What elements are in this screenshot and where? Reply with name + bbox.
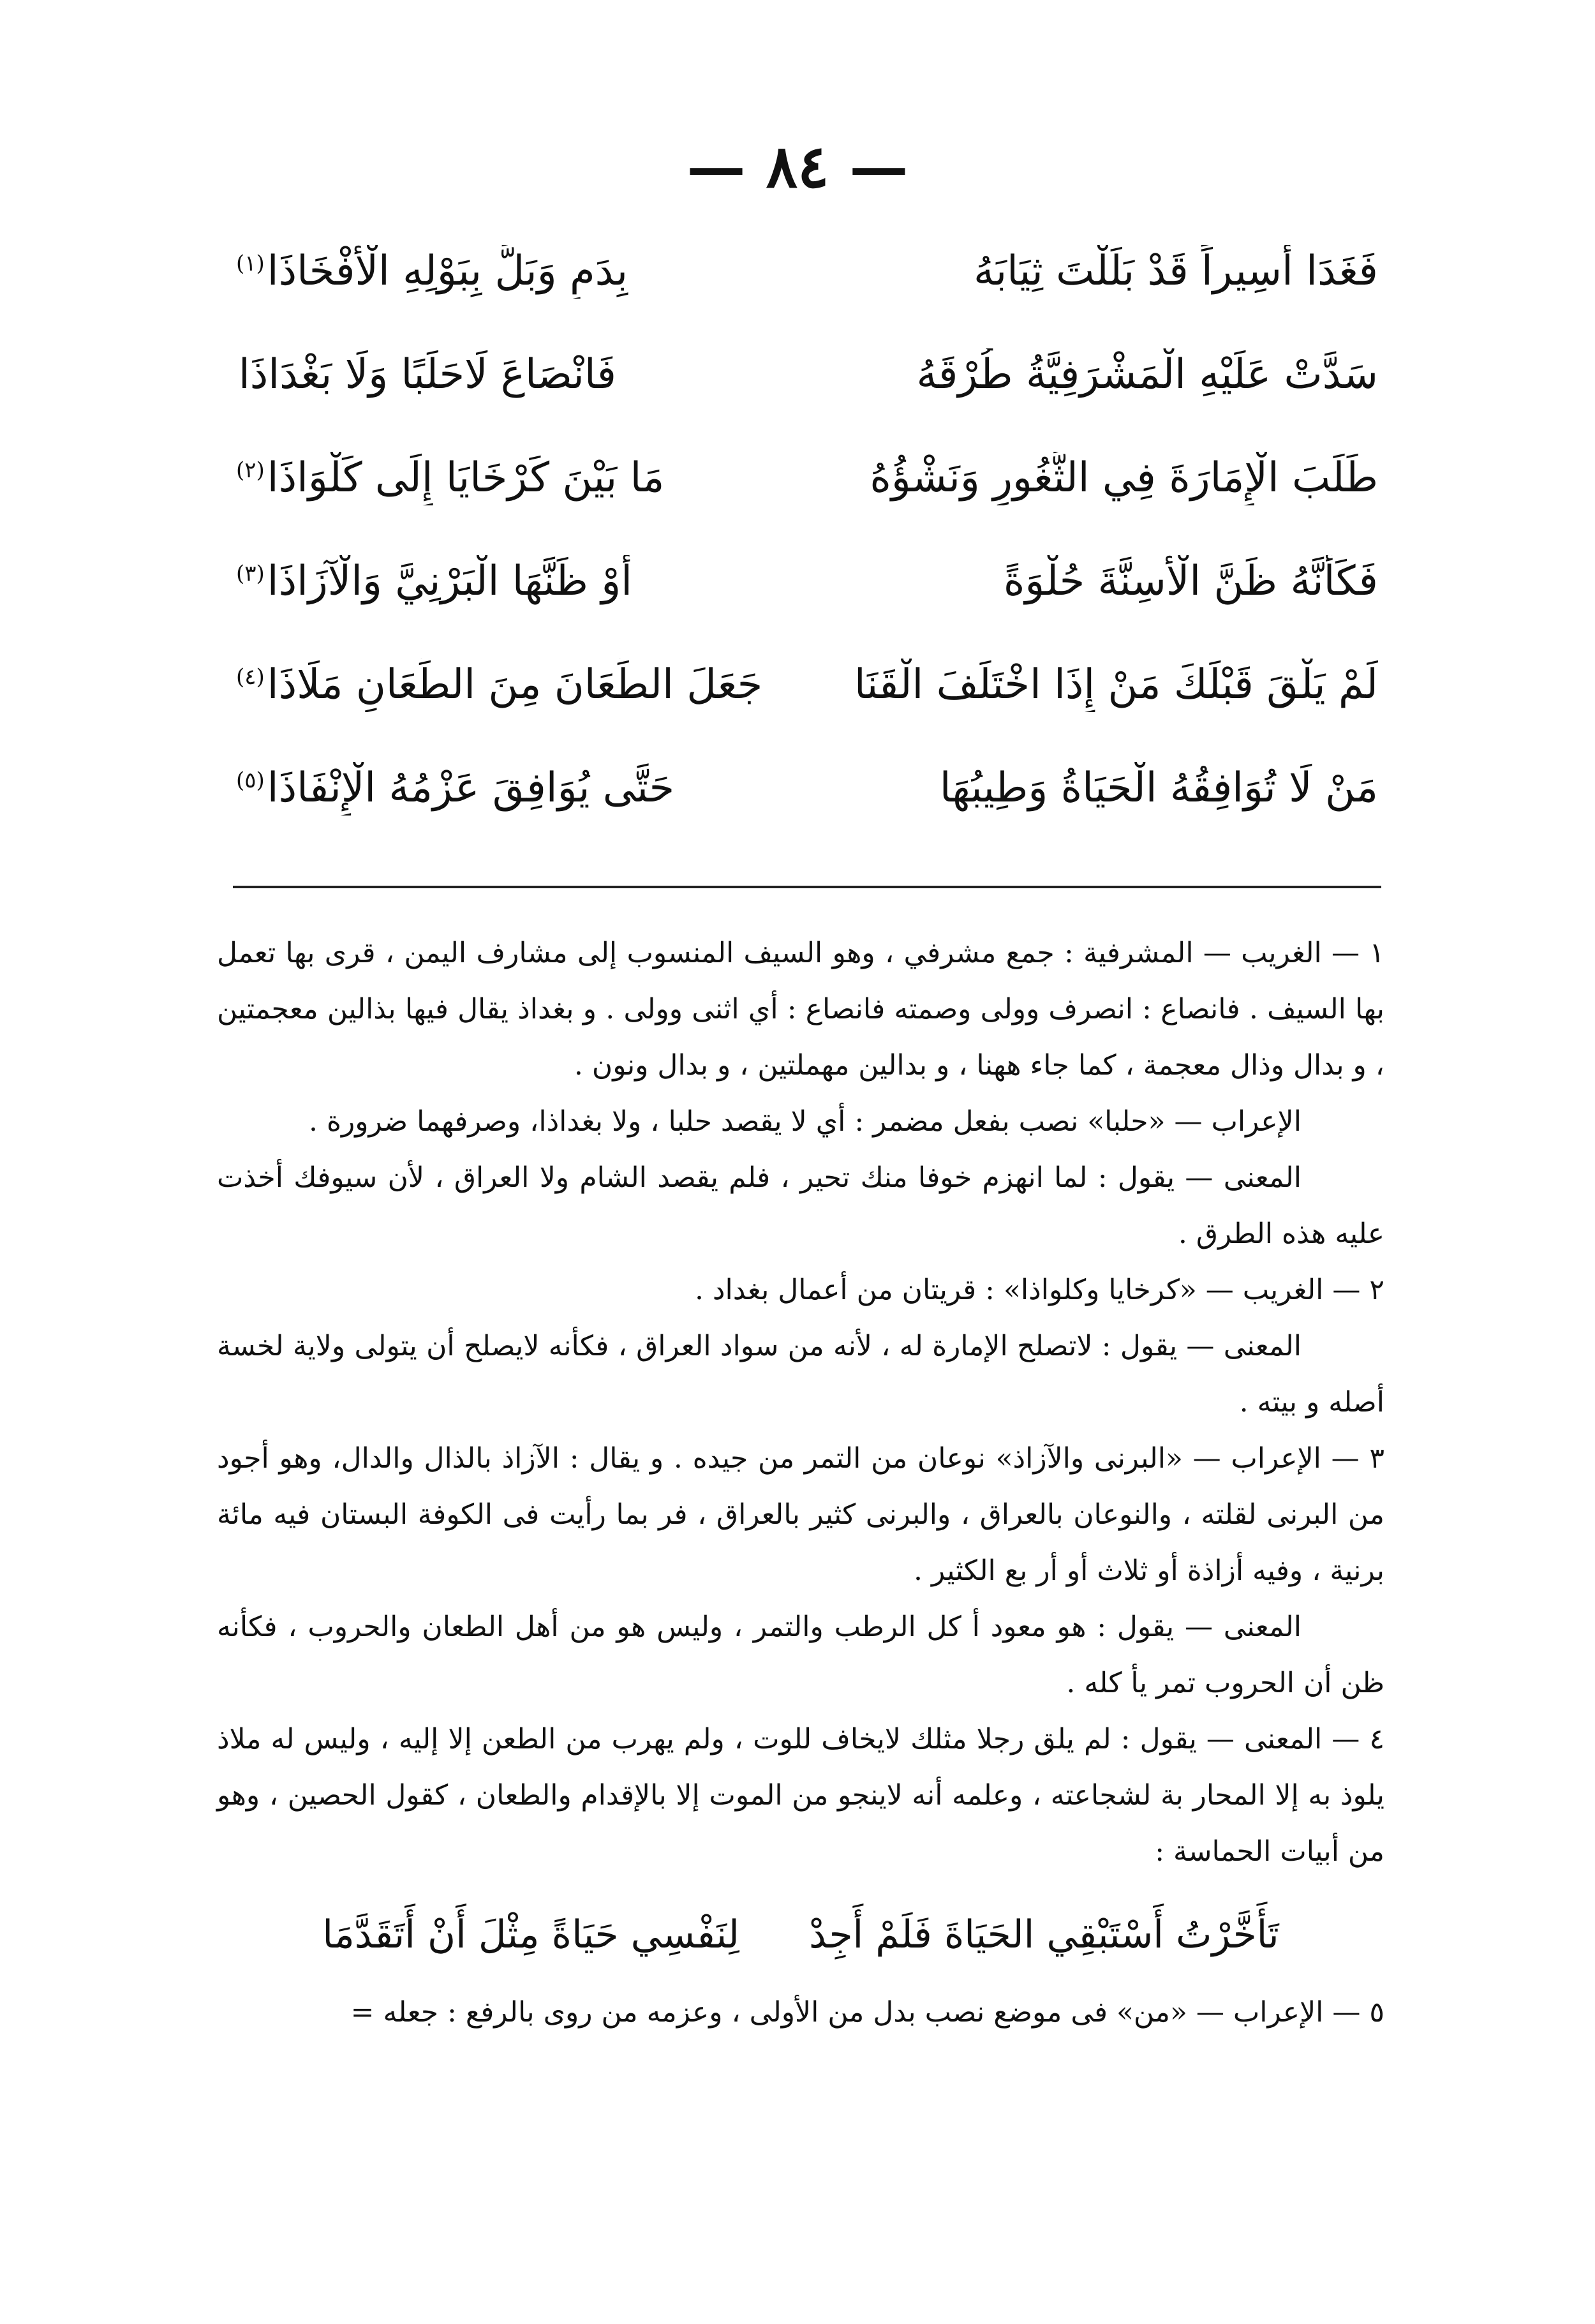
poem-verses (236, 220, 1378, 840)
verse-line (236, 220, 1378, 324)
footnote-paragraph: المعنى — يقول : لما انهزم خوفا منك تحير ، فلم يقصد الشام ولا العراق ، لأن سيوفك أخذت عليه هذه الطرق . (217, 1161, 1384, 1250)
verse-line (236, 324, 1378, 427)
footnote-marker: (٥) (236, 768, 265, 794)
verse-second-hemistich (236, 659, 772, 711)
verse-second-text: حَتَّى يُوَافِقَ عَزْمُهُ الْإِنْفَاذَا (267, 764, 675, 812)
verse-second-hemistich (236, 452, 772, 505)
verse-second-text: بِدَمٍ وَبَلَّ بِبَوْلِهِ الْأَفْخَاذَا (267, 248, 628, 295)
verse-first-hemistich: طَلَبَ الْإِمَارَةَ فِي الثُّغُورِ وَنَشْؤُهُ (870, 454, 1378, 502)
footnote-paragraph: المعنى — يقول : لاتصلح الإمارة له ، لأنه من سواد العراق ، فكأنه لايصلح أن يتولى ولاية لخسة أصله و بيته . (217, 1330, 1384, 1419)
verse-first-hemistich: فَكَأَنَّهُ ظَنَّ الْأَسِنَّةَ حُلْوَةً (1003, 558, 1378, 606)
verse-line (236, 737, 1378, 840)
footnote-marker: (١) (236, 251, 265, 277)
verse-second-text: مَا بَيْنَ كَرْخَايَا إِلَى كَلْوَاذَا (267, 454, 665, 502)
footnote-paragraph-last: ٥ — الإعراب — «من» فى موضع نصب بدل من الأولى ، وعزمه من روى بالرفع : جعله = (350, 1996, 1384, 2029)
verse-line (236, 634, 1378, 737)
footnotes (217, 925, 1384, 2041)
verse-first-hemistich: مَنْ لَا تُوَافِقُهُ الْحَيَاةُ وَطِيبُهَا (939, 764, 1378, 812)
verse-second-hemistich (236, 348, 772, 401)
quoted-verse-first: تَأَخَّرْتُ أَسْتَبْقِي الحَيَاةَ فَلَمْ أَجِدْ (808, 1912, 1279, 1957)
verse-first-hemistich: لَمْ يَلْقَ قَبْلَكَ مَنْ إِذَا اخْتَلَفَ الْقَنَا (854, 661, 1378, 709)
page-number: — ٨٤ — (686, 132, 909, 201)
footnote-paragraph: ٣ — الإعراب — «البرنى والآزاذ» نوعان من التمر من جيده . و يقال : الآزاذ بالذال والدال، وهو أجود من البرنى لقلته ، والنوعان بالعراق ، والبرنى كثير بالعراق ، فر بما رأيت فى الكوفة البستان فيه مائة برنية ، وفيه أزاذة أو ثلاث أو أر بع الكثير . (217, 1442, 1384, 1587)
footnote-paragraph: ٢ — الغريب — «كرخايا وكلواذا» : قريتان من أعمال بغداد . (694, 1274, 1384, 1306)
verse-second-hemistich (236, 762, 772, 815)
footnote-paragraph: المعنى — يقول : هو معود أ كل الرطب والتمر ، وليس هو من أهل الطعان والحروب ، فكأنه ظن أن الحروب تمر يأ كله . (217, 1611, 1384, 1699)
quoted-verse-second: لِنَفْسِي حَيَاةً مِثْلَ أَنْ أَتَقَدَّمَا (322, 1912, 739, 1957)
footnote-paragraph: الإعراب — «حلبا» نصب بفعل مضمر : أي لا يقصد حلبا ، ولا بغداذا، وصرفهما ضرورة . (308, 1105, 1302, 1138)
verse-first-hemistich: سَدَّتْ عَلَيْهِ الْمَشْرَفِيَّةُ طُرْقَهُ (916, 351, 1378, 399)
verse-first-hemistich: فَغَدَا أَسِيراً قَدْ بَلَلْتَ ثِيَابَهُ (974, 248, 1378, 295)
footnote-paragraph: ١ — الغريب — المشرفية : جمع مشرفي ، وهو السيف المنسوب إلى مشارف اليمن ، قرى بها تعمل بها السيف . فانصاع : انصرف وولى وصمته فانصاع : أي اثنى وولى . و بغداذ يقال فيها بذالين معجمتين ، و بدال وذال معجمة ، كما جاء ههنا ، و بدالين مهملتين ، و بدال ونون . (217, 937, 1384, 1082)
verse-line (236, 427, 1378, 530)
footnote-marker: (٤) (236, 664, 265, 690)
footnote-marker: (٣) (236, 561, 265, 587)
verse-second-text: جَعَلَ الطِّعَانَ مِنَ الطِّعَانِ مَلَاذَا (267, 661, 763, 709)
verse-second-hemistich (236, 245, 772, 298)
verse-second-text: أَوْ ظَنَّهَا الْبَرْنِيَّ وَالْآزَاذَا (267, 558, 632, 606)
verse-second-hemistich (236, 555, 772, 608)
quoted-verse (217, 1890, 1384, 1979)
footnote-divider (233, 886, 1381, 888)
verse-second-text: فَانْصَاعَ لَاحَلَبًا وَلَا بَغْدَاذَا (239, 351, 616, 399)
footnote-paragraph: ٤ — المعنى — يقول : لم يلق رجلا مثلك لايخاف للوت ، ولم يهرب من الطعن إلا إليه ، وليس له ملاذ يلوذ به إلا المحار بة لشجاعته ، وعلمه أنه لاينجو من الموت إلا بالإقدام والطعان ، كقول الحصين ، وهو من أبيات الحماسة : (217, 1723, 1384, 1868)
verse-line (236, 530, 1378, 634)
footnote-marker: (٢) (236, 458, 265, 484)
